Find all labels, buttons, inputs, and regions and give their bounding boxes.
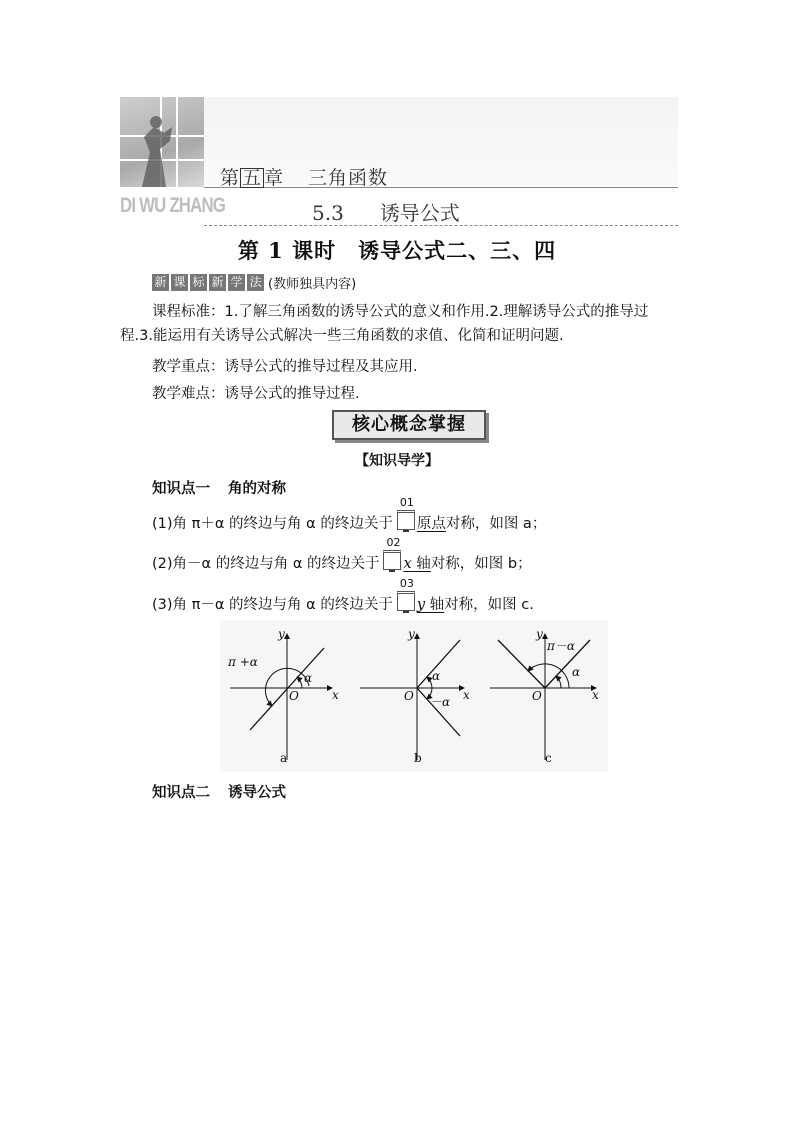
axis-y-label: y <box>408 627 415 641</box>
chapter-title: 三角函数 <box>308 167 389 189</box>
knowledge-title: 诱导公式 <box>228 785 286 801</box>
origin-label: O <box>404 689 414 703</box>
knowledge-label: 知识点一 <box>152 481 210 497</box>
origin-label: O <box>289 689 299 703</box>
new-curriculum-badge <box>152 273 356 292</box>
axis-x-label: x <box>463 688 470 702</box>
chapter-pinyin: DI WU ZHANG <box>120 194 226 217</box>
item-text: (3)角 π－α 的终边与角 α 的终边关于 <box>152 597 393 613</box>
answer-word: 轴 <box>411 556 431 572</box>
badge-chip: 法 <box>247 274 264 291</box>
figure-caption: b <box>414 751 422 765</box>
angle-label: α <box>572 665 581 679</box>
teaching-difficulty: 教学难点：诱导公式的推导过程. <box>152 386 360 402</box>
angle-label: α <box>432 669 441 683</box>
symmetry-item-3 <box>152 577 534 614</box>
chapter-suffix: 章 <box>264 167 285 189</box>
symmetry-item-2 <box>152 536 532 573</box>
axis-x-label: x <box>332 688 339 702</box>
section-title: 诱导公式 <box>379 201 460 225</box>
figure-caption: a <box>280 751 288 765</box>
angle-symmetry-figure <box>220 620 608 772</box>
answer-text <box>417 597 444 613</box>
badge-chip: 新 <box>209 274 226 291</box>
knowledge-point-1 <box>152 477 286 498</box>
chapter-number: 五 <box>242 167 263 189</box>
core-concept-heading: 核心概念掌握 <box>332 410 486 440</box>
figure-panel-c <box>490 627 599 765</box>
knowledge-guide-heading: 【知识导学】 <box>355 453 439 469</box>
answer-text: 原点 <box>416 516 446 532</box>
badge-chip: 课 <box>171 274 188 291</box>
figure-caption: c <box>545 751 552 765</box>
origin-label: O <box>532 689 542 703</box>
answer-blank <box>397 577 415 613</box>
axis-x-label: x <box>592 688 599 702</box>
answer-text <box>403 556 430 572</box>
answer-blank <box>397 496 415 532</box>
axis-y-label: y <box>536 627 543 641</box>
answer-variable: x <box>403 556 412 572</box>
item-suffix: 对称，如图 b； <box>430 556 532 572</box>
figure-panel-a <box>227 627 339 765</box>
answer-variable: y <box>416 597 426 613</box>
item-text: (1)角 π＋α 的终边与角 α 的终边关于 <box>152 516 393 532</box>
item-suffix: 对称，如图 c. <box>444 597 534 613</box>
chapter-prefix: 第 <box>220 167 241 189</box>
section-heading <box>312 197 460 226</box>
blank-number: 01 <box>399 496 414 509</box>
section-rule <box>204 225 678 226</box>
blank-number: 03 <box>399 577 414 590</box>
chapter-heading <box>220 163 388 190</box>
item-text: (2)角－α 的终边与角 α 的终边关于 <box>152 556 380 572</box>
knowledge-point-2 <box>152 781 286 802</box>
knowledge-label: 知识点二 <box>152 785 210 801</box>
blank-number: 02 <box>386 536 401 549</box>
banner-photo <box>120 97 204 187</box>
angle-label: π－α <box>547 639 575 653</box>
angle-label: α <box>304 671 313 685</box>
symmetry-item-1 <box>152 496 547 533</box>
course-standard: 课程标准：1.了解三角函数的诱导公式的意义和作用.2.理解诱导公式的推导过程.3.能运用有关诱导公式解决一些三角函数的求值、化简和证明问题. <box>120 304 649 344</box>
axis-y-label: y <box>278 627 285 641</box>
badge-chip: 学 <box>228 274 245 291</box>
teacher-note: (教师独具内容) <box>268 277 357 292</box>
badge-chip: 标 <box>190 274 207 291</box>
teaching-key-point: 教学重点：诱导公式的推导过程及其应用. <box>152 359 418 375</box>
item-suffix: 对称，如图 a； <box>445 516 547 532</box>
figure-panel-b <box>360 627 470 765</box>
answer-word: 轴 <box>425 597 445 613</box>
answer-blank <box>383 536 401 572</box>
section-number: 5.3 <box>312 201 344 225</box>
knowledge-title: 角的对称 <box>228 481 286 497</box>
lesson-title: 第 1 课时 诱导公式二、三、四 <box>237 238 557 263</box>
angle-label: π +α <box>228 655 258 669</box>
angle-label: －α <box>430 695 451 709</box>
badge-chip: 新 <box>152 274 169 291</box>
